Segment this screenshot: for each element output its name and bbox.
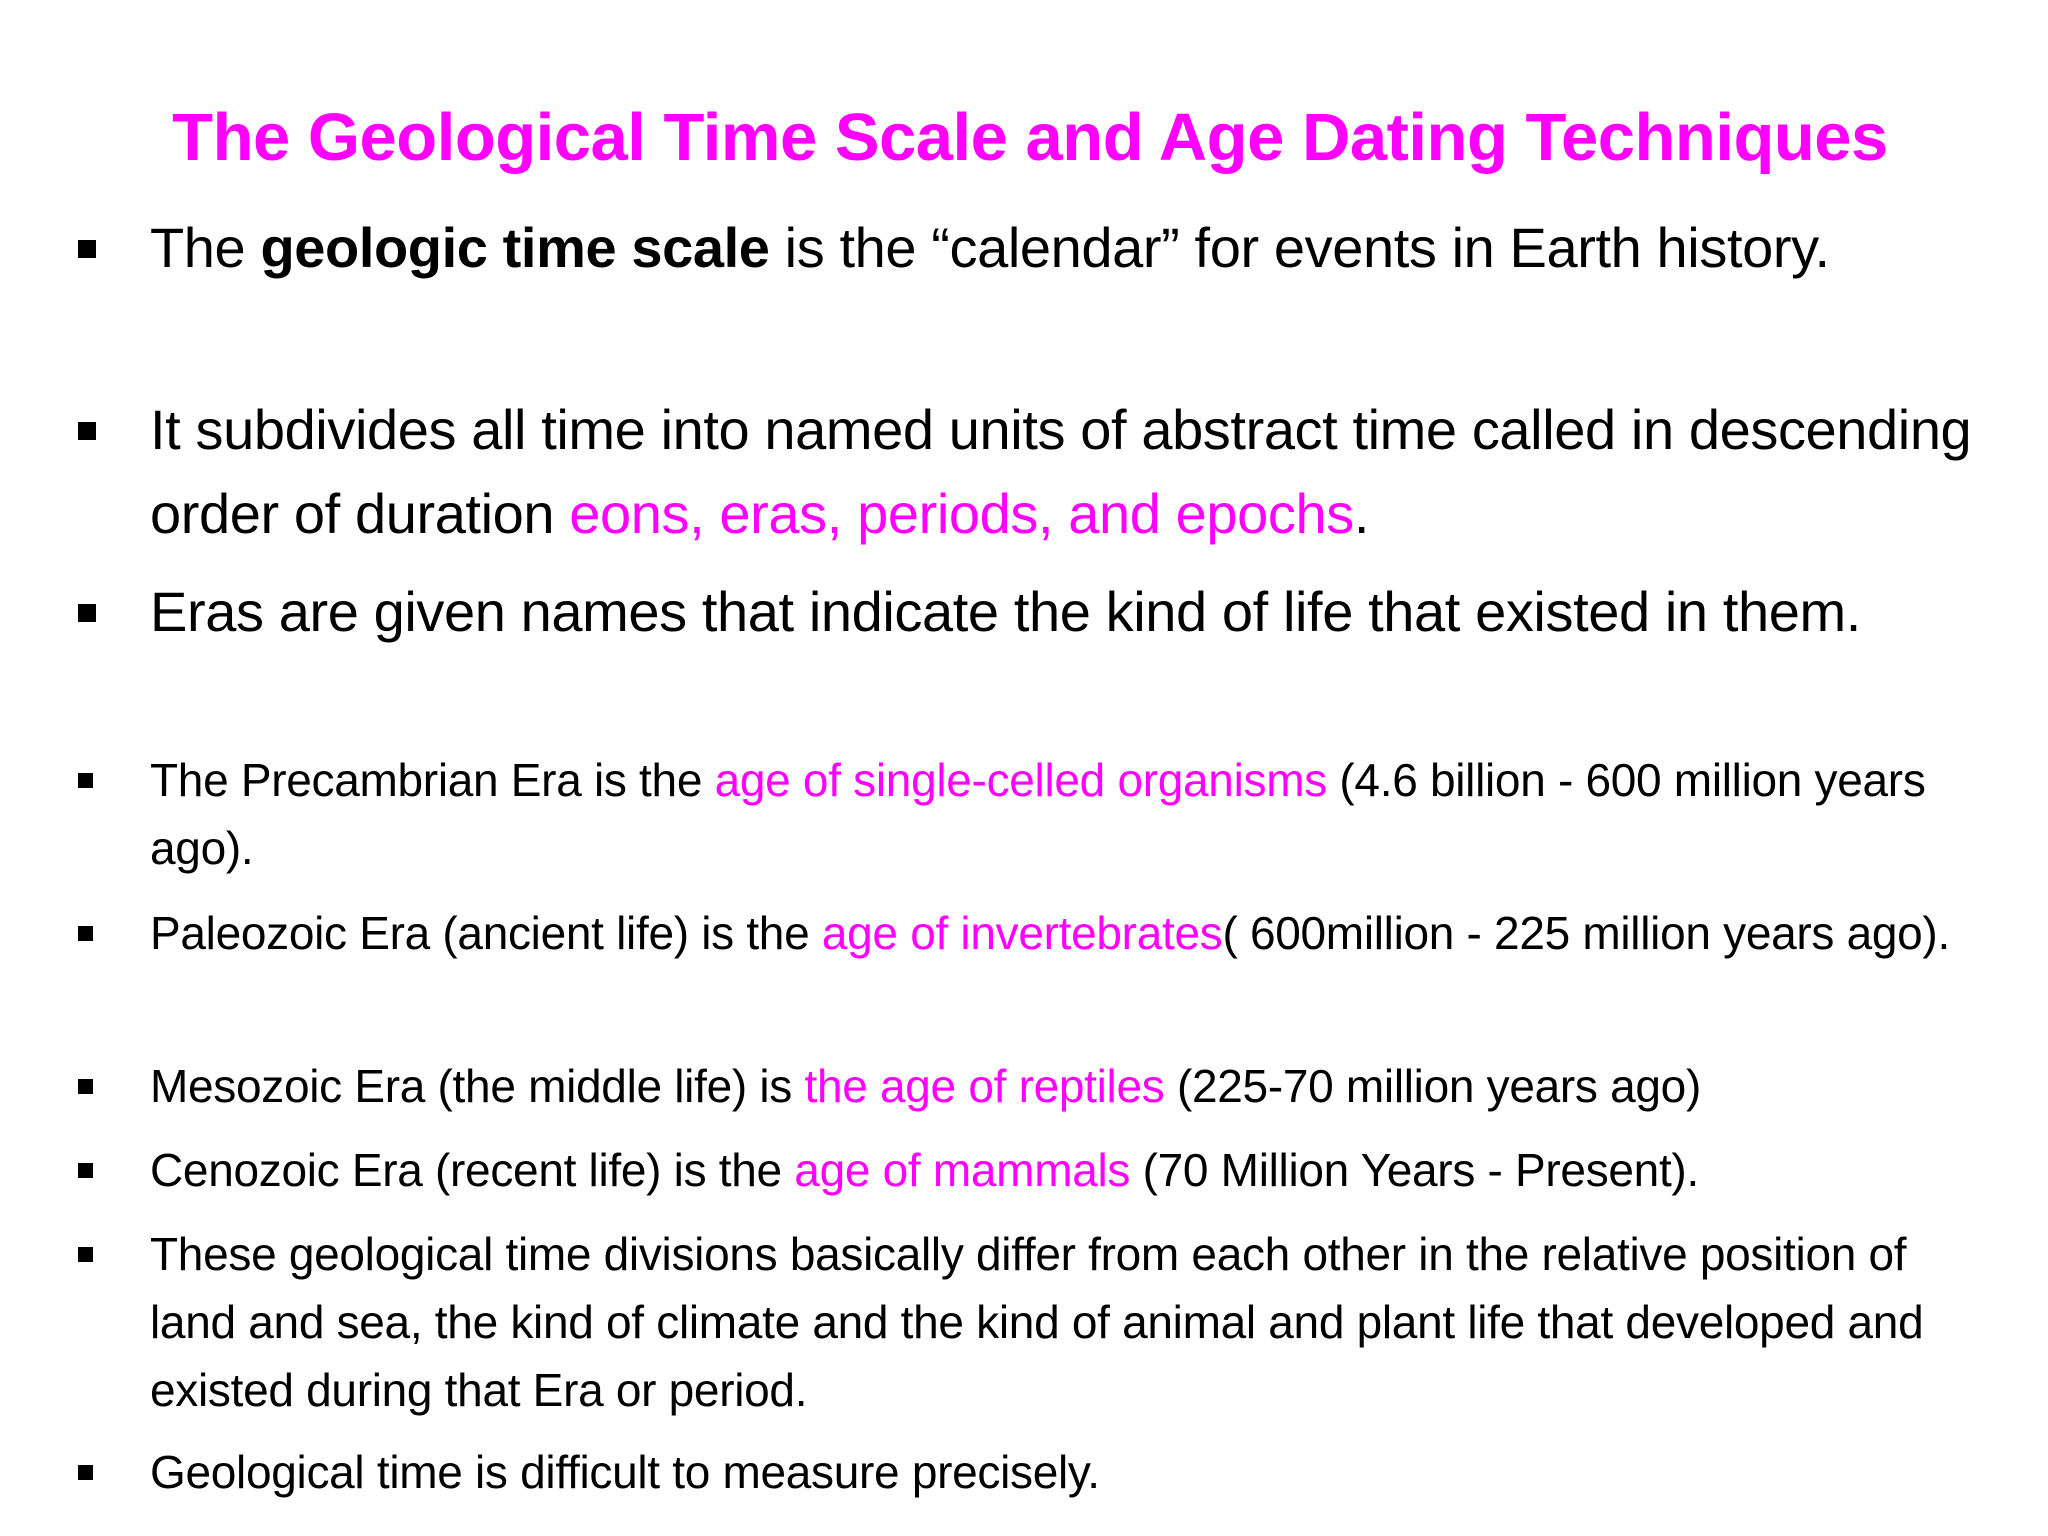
- bullet-text: Eras are given names that indicate the kind of life that existed in them.: [150, 580, 1861, 643]
- bullet-text: Cenozoic Era (recent life) is the: [150, 1144, 795, 1196]
- bullet-geologic-time-scale: [150, 206, 1980, 290]
- bullet-time-units: [150, 388, 1980, 556]
- bullet-text: The Precambrian Era is the: [150, 754, 715, 806]
- bullet-bold-term: geologic time scale: [260, 216, 770, 279]
- square-bullet-icon: [78, 1247, 93, 1262]
- bullet-text: is the “calendar” for events in Earth history.: [769, 216, 1830, 279]
- square-bullet-icon: [78, 1465, 93, 1480]
- bullet-text: (4.6 billion - 600 million years ago).: [150, 754, 1926, 874]
- bullet-highlight: eons, eras, periods, and epochs: [569, 482, 1354, 545]
- bullet-highlight: age of invertebrates: [821, 907, 1223, 959]
- bullet-highlight: age of single-celled organisms: [714, 754, 1327, 806]
- bullet-highlight: age of mammals: [794, 1144, 1131, 1196]
- bullet-mesozoic: [150, 1052, 1980, 1120]
- bullet-text: ( 600million - 225 million years ago).: [1222, 907, 1950, 959]
- bullet-measurement: [150, 1438, 1980, 1506]
- bullet-precambrian: [150, 746, 1980, 882]
- slide-title: The Geological Time Scale and Age Dating Techniques: [172, 100, 1888, 175]
- bullet-text: It subdivides all time into named units of abstract time called in descending order of duration: [150, 398, 1972, 545]
- bullet-text: Geological time is difficult to measure precisely.: [150, 1446, 1100, 1498]
- bullet-text: (225-70 million years ago): [1164, 1060, 1701, 1112]
- square-bullet-icon: [78, 1079, 93, 1094]
- bullet-text: Mesozoic Era (the middle life) is: [150, 1060, 805, 1112]
- bullet-text: Paleozoic Era (ancient life) is the: [150, 907, 822, 959]
- bullet-text: (70 Million Years - Present).: [1130, 1144, 1699, 1196]
- square-bullet-icon: [78, 773, 93, 788]
- bullet-highlight: the age of reptiles: [804, 1060, 1165, 1112]
- square-bullet-icon: [78, 422, 96, 440]
- bullet-cenozoic: [150, 1136, 1980, 1204]
- square-bullet-icon: [78, 1163, 93, 1178]
- square-bullet-icon: [78, 604, 96, 622]
- bullet-paleozoic: [150, 899, 1980, 967]
- bullet-era-names: [150, 570, 1980, 654]
- bullet-text: The: [150, 216, 261, 279]
- bullet-time-divisions: [150, 1220, 1980, 1424]
- square-bullet-icon: [78, 926, 93, 941]
- bullet-text: .: [1353, 482, 1370, 545]
- square-bullet-icon: [78, 240, 96, 258]
- bullet-text: These geological time divisions basically differ from each other in the relative position of land and sea, the kind of climate and the kind of animal and plant life that developed and existed during that Era or period.: [150, 1228, 1924, 1416]
